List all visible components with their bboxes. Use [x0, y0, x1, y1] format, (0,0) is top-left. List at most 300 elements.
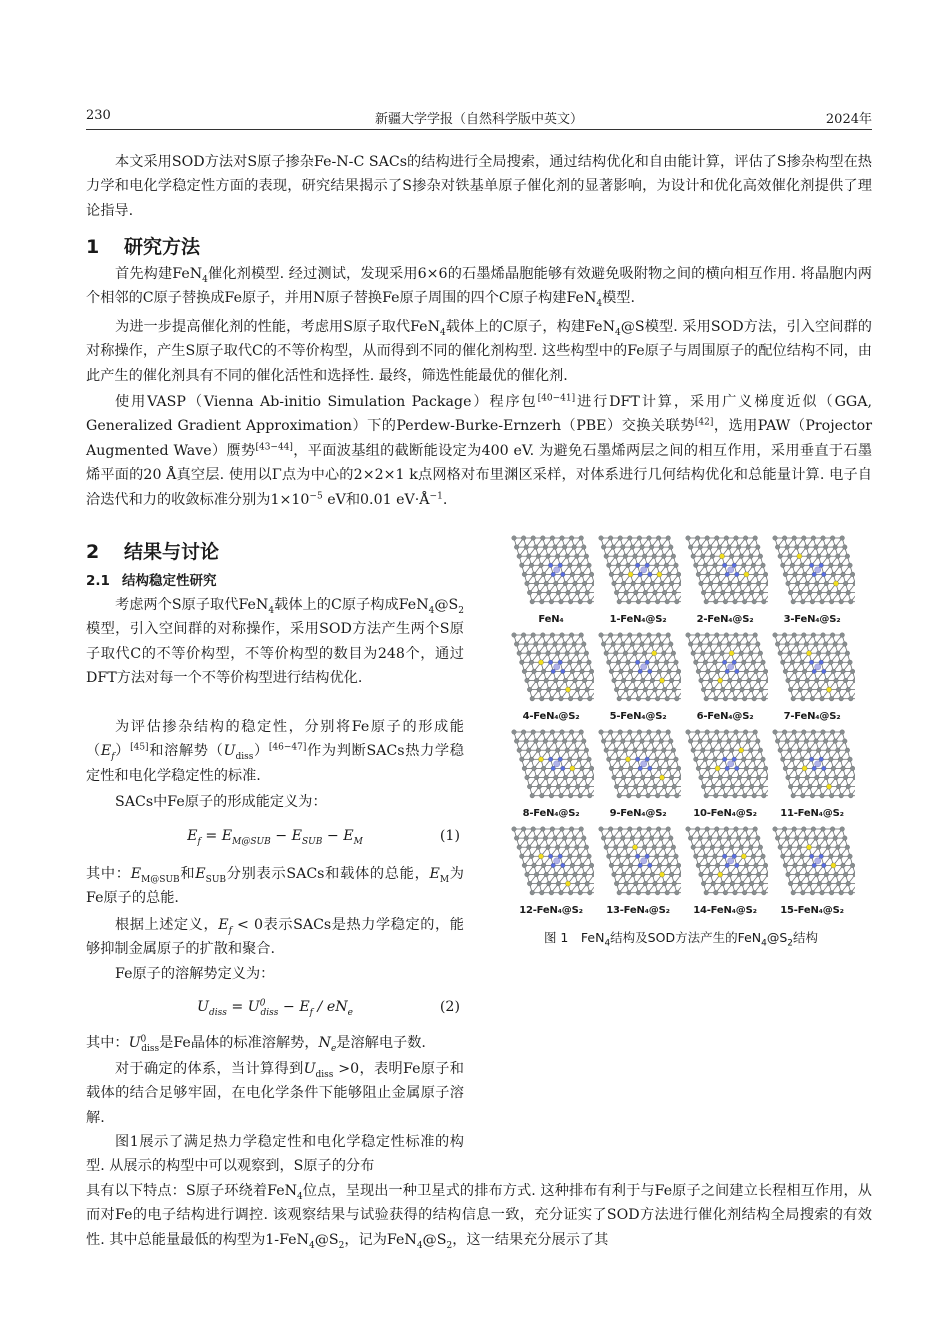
carbon-atom	[766, 775, 768, 780]
carbon-atom	[527, 784, 532, 789]
carbon-atom	[562, 642, 567, 647]
carbon-atom	[701, 881, 706, 886]
carbon-atom	[575, 881, 580, 886]
carbon-atom	[773, 827, 778, 832]
carbon-atom	[795, 775, 800, 780]
carbon-atom	[611, 545, 616, 550]
carbon-atom	[711, 590, 716, 595]
sulfur-atom	[659, 678, 664, 683]
carbon-atom	[642, 845, 647, 850]
carbon-atom	[734, 827, 739, 832]
carbon-atom	[811, 730, 816, 735]
carbon-atom	[695, 536, 700, 541]
carbon-atom	[759, 881, 764, 886]
carbon-atom	[791, 599, 796, 604]
carbon-atom	[708, 581, 713, 586]
carbon-atom	[636, 696, 641, 701]
carbon-atom	[843, 872, 848, 877]
carbon-atom	[831, 669, 836, 674]
carbon-atom	[633, 748, 638, 753]
carbon-atom	[662, 687, 667, 692]
carbon-atom	[623, 651, 628, 656]
carbon-atom	[609, 572, 614, 577]
carbon-atom	[814, 739, 819, 744]
structure-model	[595, 534, 681, 614]
carbon-atom	[826, 651, 831, 656]
carbon-atom	[816, 554, 821, 559]
carbon-atom	[753, 633, 758, 638]
nitrogen-atom	[551, 572, 556, 577]
carbon-atom	[706, 572, 711, 577]
carbon-atom	[676, 863, 681, 868]
carbon-atom	[761, 757, 766, 762]
nitrogen-atom	[561, 766, 566, 771]
carbon-atom	[817, 687, 822, 692]
nitrogen-atom	[732, 563, 737, 568]
carbon-atom	[580, 766, 585, 771]
carbon-atom	[694, 660, 699, 665]
carbon-atom	[737, 678, 742, 683]
carbon-atom	[575, 590, 580, 595]
carbon-atom	[791, 793, 796, 798]
carbon-atom	[584, 845, 589, 850]
carbon-atom	[662, 784, 667, 789]
carbon-atom	[672, 881, 677, 886]
carbon-atom	[524, 642, 529, 647]
carbon-atom	[688, 739, 693, 744]
carbon-atom	[781, 660, 786, 665]
carbon-atom	[773, 730, 778, 735]
carbon-atom	[778, 554, 783, 559]
carbon-atom	[577, 854, 582, 859]
carbon-atom	[724, 536, 729, 541]
carbon-atom	[669, 836, 674, 841]
carbon-atom	[710, 554, 715, 559]
carbon-atom	[572, 836, 577, 841]
carbon-atom	[845, 554, 850, 559]
carbon-atom	[836, 651, 841, 656]
carbon-atom	[823, 836, 828, 841]
carbon-atom	[579, 536, 584, 541]
carbon-atom	[778, 845, 783, 850]
carbon-atom	[817, 590, 822, 595]
carbon-atom	[758, 748, 763, 753]
carbon-atom	[636, 793, 641, 798]
carbon-atom	[831, 766, 836, 771]
carbon-atom	[599, 827, 604, 832]
carbon-atom	[834, 775, 839, 780]
carbon-atom	[766, 678, 768, 683]
carbon-atom	[649, 739, 654, 744]
sulfur-atom	[718, 872, 723, 877]
carbon-atom	[527, 687, 532, 692]
carbon-atom	[554, 872, 559, 877]
carbon-atom	[729, 845, 734, 850]
carbon-atom	[836, 590, 841, 595]
carbon-atom	[747, 678, 752, 683]
carbon-atom	[850, 669, 855, 674]
section-2-paragraph-4: 其中：$E_{M@SUB}$和$E_{SUB}$分别表示SACs和载体的总能，$E_M$为Fe原子的总能.	[86, 866, 464, 907]
carbon-atom	[559, 696, 564, 701]
carbon-atom	[568, 793, 573, 798]
carbon-atom	[618, 536, 623, 541]
carbon-atom	[611, 739, 616, 744]
carbon-atom	[744, 766, 749, 771]
carbon-atom	[534, 872, 539, 877]
carbon-atom	[740, 687, 745, 692]
carbon-atom	[821, 827, 826, 832]
carbon-atom	[830, 633, 835, 638]
carbon-atom	[608, 633, 613, 638]
carbon-atom	[530, 793, 535, 798]
carbon-atom	[829, 757, 834, 762]
carbon-atom	[524, 545, 529, 550]
carbon-atom	[694, 563, 699, 568]
carbon-atom	[751, 757, 756, 762]
carbon-atom	[566, 590, 571, 595]
structure-model	[595, 728, 681, 808]
carbon-atom	[578, 696, 583, 701]
carbon-atom	[537, 784, 542, 789]
carbon-atom	[808, 687, 813, 692]
carbon-atom	[618, 633, 623, 638]
carbon-atom	[836, 748, 841, 753]
carbon-atom	[800, 757, 805, 762]
carbon-atom	[829, 854, 834, 859]
carbon-atom	[686, 536, 691, 541]
carbon-atom	[588, 793, 593, 798]
carbon-atom	[675, 599, 680, 604]
carbon-atom	[782, 536, 787, 541]
carbon-atom	[621, 678, 626, 683]
carbon-atom	[584, 554, 589, 559]
carbon-atom	[604, 554, 609, 559]
carbon-atom	[850, 863, 855, 868]
carbon-atom	[810, 793, 815, 798]
carbon-atom	[587, 660, 592, 665]
sulfur-atom	[826, 784, 831, 789]
carbon-atom	[626, 563, 631, 568]
carbon-atom	[565, 554, 570, 559]
carbon-atom	[792, 827, 797, 832]
equation-1-formula: $E_f = E_{M@SUB} - E_{SUB} - E_M$	[187, 828, 363, 847]
section-1-paragraph-2: 为进一步提高催化剂的性能，考虑用S原子取代FeN$_4$载体上的C原子，构建FeN$_4$@S模型. 采用SOD方法，引入空间群的对称操作，产生S原子取代C的不等价构型，从而得到不同的催化剂构型. 这些构型中的Fe原子与周围原子的配位结构不同，由此产生的催化剂具有不同的催化活性和选择性. 最终，筛选性能最优的催化剂.	[86, 319, 872, 384]
nitrogen-atom	[558, 854, 563, 859]
carbon-atom	[536, 651, 541, 656]
carbon-atom	[783, 572, 788, 577]
carbon-atom	[721, 687, 726, 692]
carbon-atom	[798, 687, 803, 692]
carbon-atom	[554, 581, 559, 586]
carbon-atom	[800, 854, 805, 859]
carbon-atom	[698, 642, 703, 647]
carbon-atom	[841, 572, 846, 577]
carbon-atom	[619, 766, 624, 771]
carbon-atom	[759, 687, 764, 692]
structure-panel	[769, 631, 855, 728]
carbon-atom	[599, 633, 604, 638]
carbon-atom	[572, 642, 577, 647]
carbon-atom	[580, 572, 585, 577]
carbon-atom	[714, 599, 719, 604]
carbon-atom	[843, 545, 848, 550]
carbon-atom	[701, 554, 706, 559]
carbon-atom	[582, 581, 587, 586]
carbon-atom	[655, 890, 660, 895]
carbon-atom	[621, 836, 626, 841]
carbon-atom	[662, 881, 667, 886]
carbon-atom	[630, 836, 635, 841]
carbon-atom	[758, 554, 763, 559]
carbon-atom	[664, 563, 669, 568]
carbon-atom	[541, 633, 546, 638]
carbon-atom	[614, 784, 619, 789]
nitrogen-atom	[645, 757, 650, 762]
carbon-atom	[614, 590, 619, 595]
nitrogen-atom	[822, 572, 827, 577]
carbon-atom	[823, 642, 828, 647]
carbon-atom	[565, 748, 570, 753]
carbon-atom	[786, 581, 791, 586]
carbon-atom	[579, 730, 584, 735]
carbon-atom	[547, 881, 552, 886]
carbon-atom	[662, 748, 667, 753]
structure-model	[682, 825, 768, 905]
carbon-atom	[699, 678, 704, 683]
structure-label: 3-FeN₄@S₂	[783, 614, 841, 625]
carbon-atom	[601, 545, 606, 550]
carbon-atom	[628, 633, 633, 638]
carbon-atom	[836, 687, 841, 692]
carbon-atom	[833, 545, 838, 550]
carbon-atom	[763, 572, 768, 577]
carbon-atom	[708, 545, 713, 550]
carbon-atom	[671, 554, 676, 559]
carbon-atom	[647, 730, 652, 735]
carbon-atom	[536, 748, 541, 753]
carbon-atom	[565, 845, 570, 850]
carbon-atom	[514, 545, 519, 550]
carbon-atom	[723, 599, 728, 604]
carbon-atom	[666, 633, 671, 638]
carbon-atom	[746, 836, 751, 841]
structure-label: FeN₄	[538, 614, 564, 625]
carbon-atom	[555, 845, 560, 850]
sulfur-atom	[565, 881, 570, 886]
carbon-atom	[756, 642, 761, 647]
carbon-atom	[696, 572, 701, 577]
carbon-atom	[623, 554, 628, 559]
carbon-atom	[628, 730, 633, 735]
carbon-atom	[752, 599, 757, 604]
carbon-atom	[565, 651, 570, 656]
equation-1-number: (1)	[439, 828, 460, 844]
sulfur-atom	[538, 660, 543, 665]
structure-label: 14-FeN₄@S₂	[693, 905, 757, 916]
carbon-atom	[531, 827, 536, 832]
section-2-paragraph-5: 根据上述定义，$E_f < 0$表示SACs是热力学稳定的，能够抑制金属原子的扩散和聚合.	[86, 917, 464, 958]
carbon-atom	[749, 881, 754, 886]
nitrogen-atom	[812, 669, 817, 674]
carbon-atom	[582, 678, 587, 683]
carbon-atom	[575, 784, 580, 789]
carbon-atom	[559, 793, 564, 798]
carbon-atom	[788, 687, 793, 692]
carbon-atom	[724, 730, 729, 735]
carbon-atom	[582, 872, 587, 877]
carbon-atom	[743, 730, 748, 735]
nitrogen-atom	[819, 757, 824, 762]
carbon-atom	[536, 554, 541, 559]
carbon-atom	[546, 554, 551, 559]
carbon-atom	[742, 563, 747, 568]
nitrogen-atom	[725, 572, 730, 577]
carbon-atom	[550, 536, 555, 541]
nitrogen-atom	[732, 660, 737, 665]
carbon-atom	[634, 881, 639, 886]
carbon-atom	[560, 730, 565, 735]
carbon-atom	[522, 863, 527, 868]
nitrogen-atom	[819, 563, 824, 568]
carbon-atom	[582, 775, 587, 780]
carbon-atom	[752, 890, 757, 895]
nitrogen-atom	[809, 563, 814, 568]
carbon-atom	[556, 881, 561, 886]
carbon-atom	[802, 633, 807, 638]
structure-label: 9-FeN₄@S₂	[609, 808, 667, 819]
carbon-atom	[720, 748, 725, 753]
carbon-atom	[743, 633, 748, 638]
carbon-atom	[802, 572, 807, 577]
carbon-atom	[715, 827, 720, 832]
carbon-atom	[546, 845, 551, 850]
carbon-atom	[740, 881, 745, 886]
structure-model	[769, 825, 855, 905]
carbon-atom	[715, 572, 720, 577]
carbon-atom	[849, 599, 854, 604]
carbon-atom	[640, 545, 645, 550]
sulfur-atom	[652, 651, 657, 656]
carbon-atom	[514, 642, 519, 647]
carbon-atom	[589, 669, 594, 674]
carbon-atom	[655, 696, 660, 701]
structure-model	[682, 728, 768, 808]
structure-label: 7-FeN₄@S₂	[783, 711, 841, 722]
carbon-atom	[573, 581, 578, 586]
carbon-atom	[733, 890, 738, 895]
carbon-atom	[833, 836, 838, 841]
structure-model	[769, 631, 855, 711]
carbon-atom	[672, 590, 677, 595]
carbon-atom	[604, 748, 609, 753]
carbon-atom	[691, 651, 696, 656]
carbon-atom	[759, 784, 764, 789]
carbon-atom	[609, 669, 614, 674]
carbon-atom	[559, 890, 564, 895]
sulfur-atom	[538, 757, 543, 762]
carbon-atom	[845, 748, 850, 753]
carbon-atom	[815, 678, 820, 683]
carbon-atom	[688, 545, 693, 550]
carbon-atom	[617, 793, 622, 798]
carbon-atom	[805, 775, 810, 780]
carbon-atom	[667, 766, 672, 771]
structure-panel	[769, 534, 855, 631]
carbon-atom	[520, 854, 525, 859]
carbon-atom	[537, 687, 542, 692]
carbon-atom	[640, 642, 645, 647]
carbon-atom	[582, 836, 587, 841]
carbon-atom	[742, 660, 747, 665]
section-2-paragraph-3: SACs中Fe原子的形成能定义为：	[115, 794, 327, 810]
carbon-atom	[634, 687, 639, 692]
carbon-atom	[829, 890, 834, 895]
carbon-atom	[816, 845, 821, 850]
carbon-atom	[667, 572, 672, 577]
carbon-atom	[646, 696, 651, 701]
carbon-atom	[517, 748, 522, 753]
carbon-atom	[650, 678, 655, 683]
carbon-atom	[751, 563, 756, 568]
carbon-atom	[715, 863, 720, 868]
carbon-atom	[525, 678, 530, 683]
structure-panel	[595, 728, 681, 825]
nitrogen-atom	[638, 766, 643, 771]
carbon-atom	[532, 766, 537, 771]
carbon-atom	[775, 545, 780, 550]
carbon-atom	[742, 757, 747, 762]
carbon-atom	[733, 696, 738, 701]
carbon-atom	[727, 642, 732, 647]
carbon-atom	[521, 536, 526, 541]
carbon-atom	[612, 678, 617, 683]
carbon-atom	[785, 642, 790, 647]
carbon-atom	[676, 669, 681, 674]
carbon-atom	[614, 881, 619, 886]
carbon-atom	[588, 890, 593, 895]
carbon-atom	[795, 642, 800, 647]
carbon-atom	[537, 590, 542, 595]
sulfur-atom	[729, 651, 734, 656]
carbon-atom	[753, 730, 758, 735]
carbon-atom	[649, 545, 654, 550]
carbon-atom	[621, 642, 626, 647]
carbon-atom	[736, 739, 741, 744]
carbon-atom	[656, 633, 661, 638]
carbon-atom	[604, 651, 609, 656]
carbon-atom	[643, 687, 648, 692]
carbon-atom	[695, 730, 700, 735]
nitrogen-atom	[648, 766, 653, 771]
iron-atom	[641, 761, 647, 767]
carbon-atom	[575, 554, 580, 559]
nitrogen-atom	[558, 757, 563, 762]
nitrogen-atom	[548, 854, 553, 859]
structure-model	[508, 728, 594, 808]
carbon-atom	[790, 660, 795, 665]
carbon-atom	[568, 563, 573, 568]
carbon-atom	[669, 545, 674, 550]
carbon-atom	[547, 687, 552, 692]
nitrogen-atom	[561, 572, 566, 577]
carbon-atom	[614, 554, 619, 559]
carbon-atom	[728, 678, 733, 683]
carbon-atom	[655, 599, 660, 604]
nitrogen-atom	[819, 854, 824, 859]
carbon-atom	[641, 775, 646, 780]
carbon-atom	[609, 766, 614, 771]
carbon-atom	[512, 536, 517, 541]
